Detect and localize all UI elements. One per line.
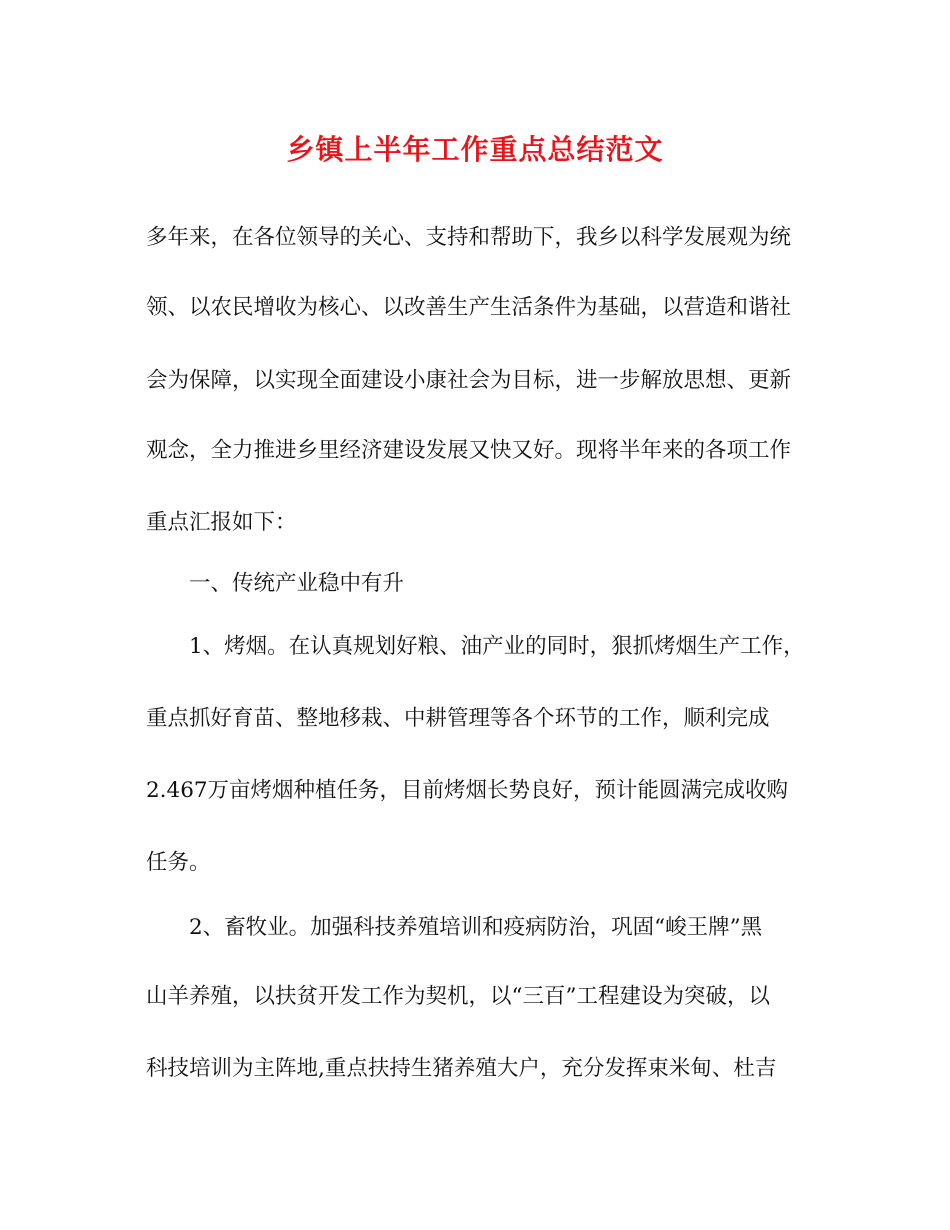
paragraph-line: 多年来，在各位领导的关心、支持和帮助下，我乡以科学发展观为统: [146, 225, 792, 250]
paragraph-line: 会为保障，以实现全面建设小康社会为目标，进一步解放思想、更新: [146, 368, 792, 393]
paragraph-line: 2、畜牧业。加强科技养殖培训和疫病防治，巩固“峻王牌”黑: [189, 915, 763, 940]
paragraph-line: 2.467万亩烤烟种植任务，目前烤烟长势良好，预计能圆满完成收购: [146, 778, 789, 803]
section-heading: 一、传统产业稳中有升: [189, 571, 405, 596]
paragraph-line: 任务。: [146, 850, 211, 875]
paragraph-line: 山羊养殖，以扶贫开发工作为契机，以“三百”工程建设为突破，以: [146, 984, 770, 1009]
paragraph-line: 重点汇报如下：: [146, 510, 297, 535]
paragraph-line: 观念，全力推进乡里经济建设发展又快又好。现将半年来的各项工作: [146, 438, 792, 463]
paragraph-line: 重点抓好育苗、整地移栽、中耕管理等各个环节的工作，顺利完成: [146, 706, 770, 731]
document-title: 乡镇上半年工作重点总结范文: [286, 133, 664, 166]
paragraph-line: 科技培训为主阵地,重点扶持生猪养殖大户，充分发挥束米甸、杜吉: [146, 1056, 777, 1081]
paragraph-line: 1、烤烟。在认真规划好粮、油产业的同时，狠抓烤烟生产工作，: [189, 634, 805, 659]
paragraph-line: 领、以农民增收为核心、以改善生产生活条件为基础，以营造和谐社: [146, 295, 792, 320]
